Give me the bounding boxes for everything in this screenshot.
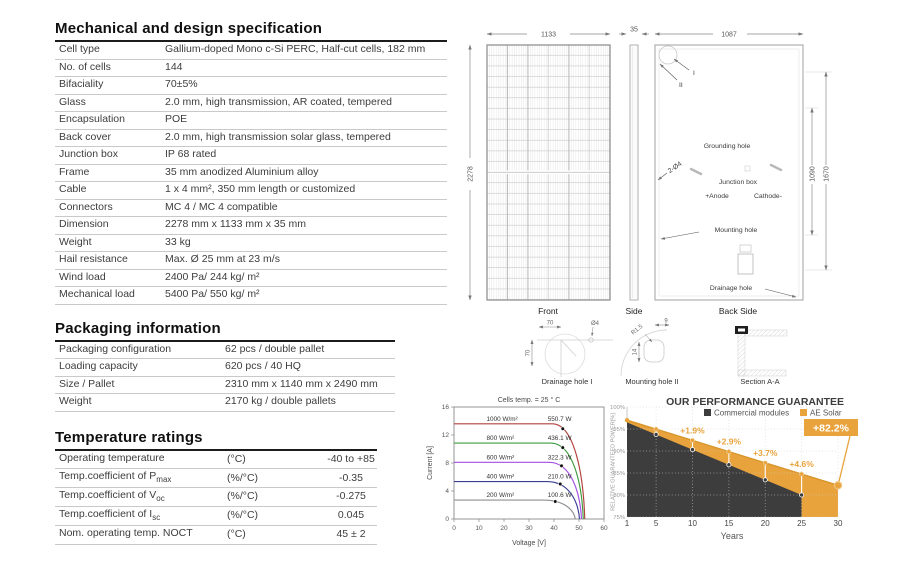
spec-label: Loading capacity [59, 360, 138, 373]
table-row [55, 235, 447, 253]
spec-value: 0.045 [337, 509, 365, 522]
gain-annotation: +3.7% [753, 447, 778, 458]
svg-text:85%: 85% [613, 471, 625, 477]
table-row [55, 451, 377, 470]
hole-spec-note: 2-Ø4 [666, 160, 684, 175]
spec-label: Cable [59, 183, 87, 196]
gain-annotation: +2.9% [716, 436, 742, 447]
back-dim-inner: 1090 [809, 166, 817, 182]
spec-value: 45 ± 2 [336, 528, 366, 541]
series-power-label: 436.1 W [547, 435, 572, 443]
side-view-caption: Side [625, 306, 643, 316]
spec-value: 5400 Pa/ 550 kg/ m² [165, 288, 260, 301]
perf-chart-xlabel: Years [720, 531, 744, 541]
table-row [55, 147, 447, 165]
spec-label: Glass [59, 95, 86, 108]
svg-text:60: 60 [600, 525, 608, 532]
iv-curve-chart [424, 393, 616, 558]
spec-column [55, 18, 447, 545]
spec-value: -0.275 [336, 490, 366, 503]
temperature-section-title: Temperature ratings [55, 427, 377, 451]
drainage-hole-label: Drainage hole [709, 285, 753, 292]
svg-text:15: 15 [724, 519, 734, 528]
svg-text:8: 8 [445, 460, 449, 468]
front-width-dim: 1133 [540, 31, 557, 39]
svg-text:20: 20 [760, 519, 770, 528]
table-row [55, 526, 377, 545]
spec-label: Temp.coefficient of $I_{sc}$ [59, 508, 161, 523]
spec-unit: (°C) [227, 528, 246, 541]
gain-annotation: +4.6% [789, 459, 814, 470]
table-row [55, 252, 447, 270]
mounting-dim-height: 14 [632, 348, 639, 356]
series-power-label: 550.7 W [547, 415, 572, 423]
table-row [55, 342, 395, 360]
spec-unit: (°C) [227, 452, 246, 465]
spec-label: Temp.coefficient of $V_{oc}$ [59, 489, 165, 504]
spec-value: IP 68 rated [165, 148, 217, 161]
spec-value: 62 pcs / double pallet [225, 342, 325, 355]
callout-ii-label: II [679, 82, 683, 89]
mpp-marker [558, 482, 562, 486]
series-irradiance-label: 200 W/m² [486, 492, 515, 500]
table-row [55, 394, 395, 412]
spec-value: 2310 mm x 1140 mm x 2490 mm [225, 377, 378, 390]
mpp-marker [561, 427, 565, 431]
spec-value: 1 x 4 mm², 350 mm length or customized [165, 183, 356, 196]
spec-label: Encapsulation [59, 113, 125, 126]
table-row [55, 377, 395, 395]
spec-value: -0.35 [339, 471, 363, 484]
spec-unit: (%/°C) [227, 471, 259, 484]
packaging-table [55, 342, 395, 412]
svg-text:75%: 75% [613, 515, 625, 521]
legend-swatch-aesolar [800, 409, 807, 416]
table-row [55, 359, 395, 377]
spec-value: -40 to +85 [327, 452, 375, 465]
technical-drawings [455, 18, 900, 396]
spec-label: Temp.coefficient of $P_{max}$ [59, 470, 172, 485]
side-width-dim: 35 [630, 26, 638, 34]
mpp-marker [560, 464, 564, 468]
spec-value: MC 4 / MC 4 compatible [165, 200, 278, 213]
cathode-label: Cathode- [754, 193, 782, 200]
drainage-dim-height: 70 [525, 349, 532, 357]
spec-value: 144 [165, 60, 183, 73]
series-irradiance-label: 1000 W/m² [486, 415, 518, 423]
spec-label: Connectors [59, 200, 113, 213]
series-power-label: 100.6 W [547, 492, 572, 500]
series-irradiance-label: 600 W/m² [486, 454, 515, 462]
side-view [619, 27, 649, 317]
drainage-dim-hole: Ø4 [590, 321, 600, 327]
module-drawing [455, 18, 900, 396]
spec-label: Weight [59, 235, 92, 248]
svg-text:40: 40 [550, 525, 558, 532]
spec-value: 70±5% [165, 78, 198, 91]
front-view [468, 32, 611, 317]
svg-text:+82.2%: +82.2% [813, 422, 849, 435]
perf-chart-ylabel: RELATIVE GUARANTEED POWER[%] [610, 413, 617, 511]
spec-value: 620 pcs / 40 HQ [225, 360, 301, 373]
table-row [55, 287, 447, 305]
spec-value: Max. Ø 25 mm at 23 m/s [165, 253, 280, 266]
temperature-table [55, 451, 377, 545]
mechanical-section-title: Mechanical and design specification [55, 18, 447, 42]
iv-chart-xlabel: Voltage [V] [512, 540, 546, 547]
legend-label-commercial: Commercial modules [714, 408, 790, 418]
spec-label: Bifaciality [59, 78, 104, 91]
mechanical-spec-table [55, 42, 447, 305]
back-view [655, 32, 832, 317]
spec-unit: (%/°C) [227, 490, 259, 503]
spec-value: 2400 Pa/ 244 kg/ m² [165, 270, 260, 283]
spec-label: Wind load [59, 270, 106, 283]
spec-label: Dimension [59, 218, 109, 231]
spec-label: Packaging configuration [59, 342, 172, 355]
spec-value: 2278 mm x 1133 mm x 35 mm [165, 218, 307, 231]
svg-text:25: 25 [797, 519, 807, 528]
mounting-hole-label: Mounting hole [714, 227, 758, 234]
mpp-marker [561, 446, 565, 450]
table-row [55, 217, 447, 235]
legend-label-aesolar: AE Solar [810, 408, 842, 418]
svg-text:80%: 80% [613, 493, 625, 499]
iv-chart-title: Cells temp. = 25 ° C [497, 397, 561, 404]
section-aa-detail [735, 326, 787, 386]
spec-value: 2.0 mm, high transmission, AR coated, tempered [165, 95, 393, 108]
back-view-caption: Back Side [718, 306, 758, 316]
table-row [55, 60, 447, 78]
table-row [55, 488, 377, 507]
front-height-dim: 2278 [467, 166, 475, 182]
svg-text:50: 50 [575, 525, 583, 532]
spec-label: Back cover [59, 130, 111, 143]
spec-label: Size / Pallet [59, 377, 115, 390]
junction-box-label: Junction box [718, 179, 758, 186]
spec-label: Hail resistance [59, 253, 128, 266]
spec-label: No. of cells [59, 60, 111, 73]
anode-label: +Anode [705, 193, 729, 200]
back-width-dim: 1087 [721, 31, 737, 39]
spec-label: Mechanical load [59, 288, 135, 301]
spec-unit: (%/°C) [227, 509, 259, 522]
table-row [55, 165, 447, 183]
iv-chart-ylabel: Current [A] [427, 446, 434, 480]
spec-value: Gallium-doped Mono c-Si PERC, Half-cut cells, 182 mm [165, 43, 426, 56]
svg-text:30: 30 [525, 525, 533, 532]
table-row [55, 507, 377, 526]
table-row [55, 112, 447, 130]
spec-label: Cell type [59, 43, 100, 56]
drainage-dim-width: 70 [546, 320, 554, 327]
spec-value: POE [165, 113, 188, 126]
section-detail-caption: Section A-A [740, 377, 780, 386]
svg-text:4: 4 [445, 488, 449, 496]
table-row [55, 77, 447, 95]
svg-text:0: 0 [445, 516, 449, 524]
series-power-label: 322.3 W [547, 454, 572, 462]
back-dim-outer: 1670 [823, 166, 831, 182]
table-row [55, 130, 447, 148]
svg-text:12: 12 [441, 432, 449, 440]
svg-text:5: 5 [653, 519, 659, 528]
perf-chart-title: OUR PERFORMANCE GUARANTEE [666, 396, 844, 408]
table-row [55, 95, 447, 113]
front-view-caption: Front [538, 306, 558, 316]
spec-label: Frame [59, 165, 90, 178]
drainage-hole-detail [526, 321, 614, 387]
packaging-section-title: Packaging information [55, 318, 395, 342]
series-irradiance-label: 800 W/m² [486, 435, 515, 443]
svg-text:90%: 90% [613, 449, 625, 455]
svg-text:10: 10 [475, 525, 483, 532]
grounding-hole-label: Grounding hole [703, 143, 751, 150]
svg-text:95%: 95% [613, 427, 625, 433]
mounting-dim-width: 9 [664, 318, 668, 325]
performance-guarantee-chart [610, 393, 900, 563]
table-row [55, 200, 447, 218]
series-irradiance-label: 400 W/m² [486, 473, 515, 481]
svg-text:10: 10 [688, 519, 697, 528]
mounting-dim-radius: R1.5 [630, 323, 645, 337]
series-power-label: 210.0 W [547, 473, 572, 481]
svg-text:1: 1 [624, 519, 630, 528]
spec-label: Junction box [59, 148, 118, 161]
svg-text:30: 30 [833, 519, 843, 528]
spec-label: Operating temperature [59, 451, 165, 464]
mpp-marker [553, 500, 557, 504]
drainage-detail-caption: Drainage hole I [541, 377, 593, 386]
table-row [55, 182, 447, 200]
svg-text:100%: 100% [610, 405, 625, 411]
table-row [55, 42, 447, 60]
callout-i-label: I [693, 70, 695, 77]
gain-annotation: +1.9% [680, 425, 705, 436]
table-row [55, 469, 377, 488]
spec-value: 33 kg [165, 235, 191, 248]
mounting-hole-detail [621, 319, 679, 387]
spec-label: Weight [59, 395, 92, 408]
spec-value: 2170 kg / double pallets [225, 395, 336, 408]
table-row [55, 270, 447, 288]
svg-text:16: 16 [441, 404, 449, 412]
spec-value: 2.0 mm, high transmission solar glass, tempered [165, 130, 391, 143]
legend-swatch-commercial [704, 409, 711, 416]
mounting-detail-caption: Mounting hole II [625, 377, 679, 386]
svg-text:0: 0 [452, 525, 456, 532]
spec-value: 35 mm anodized Aluminium alloy [165, 165, 319, 178]
svg-text:20: 20 [500, 525, 508, 532]
spec-label: Nom. operating temp. NOCT [59, 527, 193, 540]
